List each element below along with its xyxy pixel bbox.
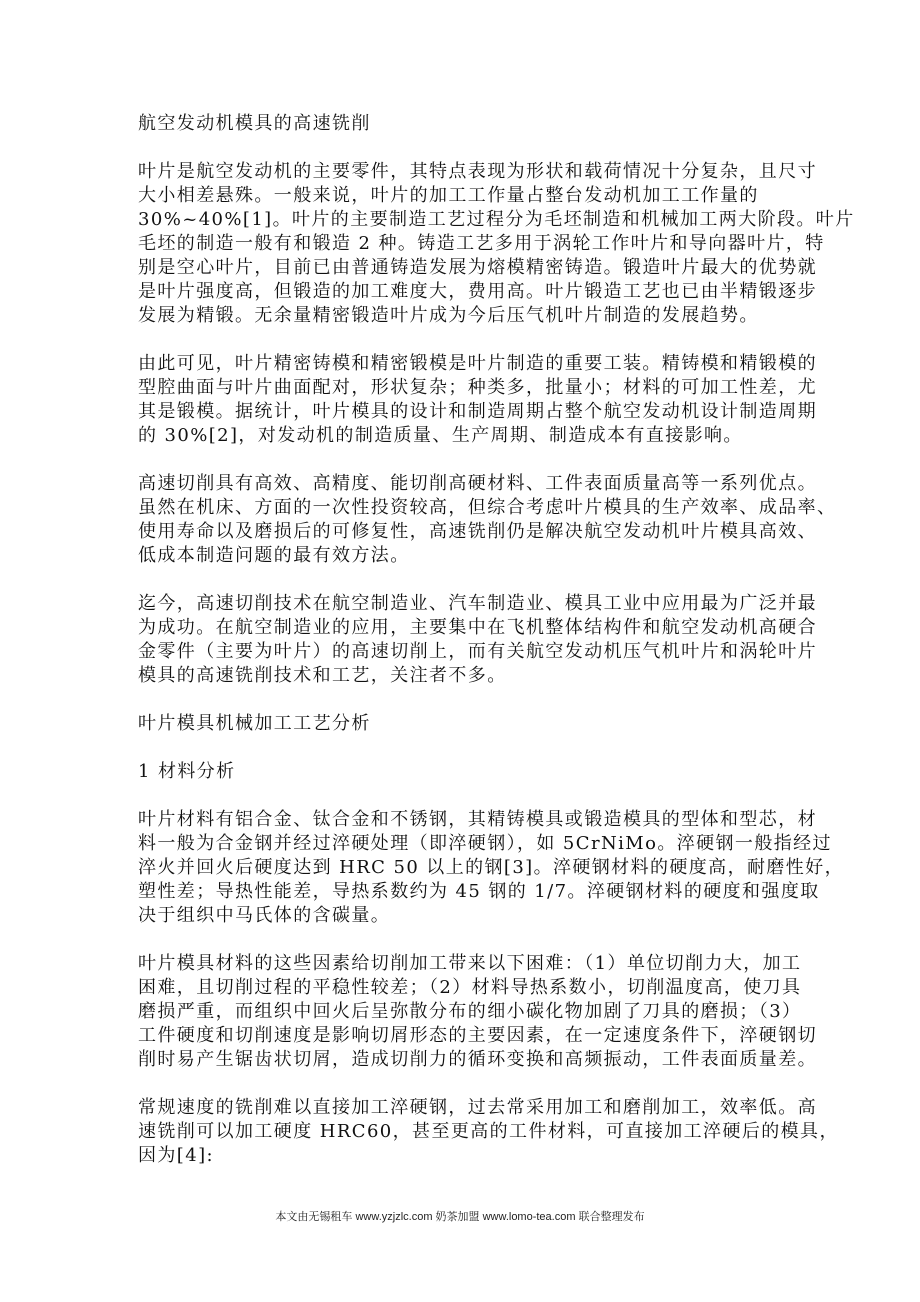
text-line: 别是空心叶片，目前已由普通铸造发展为熔模精密铸造。锻造叶片最大的优势就 xyxy=(138,257,817,278)
text-line: 困难，且切削过程的平稳性较差；（2）材料导热系数小，切削温度高，使刀具 xyxy=(138,977,802,998)
text-line: 因为[4]: xyxy=(138,1145,214,1166)
text-line: 常规速度的铣削难以直接加工淬硬钢，过去常采用加工和磨削加工，效率低。高 xyxy=(138,1097,817,1118)
text-line: 削时易产生锯齿状切屑，造成切削力的循环变换和高频振动，工件表面质量差。 xyxy=(138,1049,817,1070)
text-line: 大小相差悬殊。一般来说，叶片的加工工作量占整台发动机加工工作量的 xyxy=(138,185,759,206)
paragraph xyxy=(138,352,818,448)
text-line: 低成本制造问题的最有效方法。 xyxy=(138,545,410,566)
footer-text: 本文由无锡租车 www.yzjzlc.com 奶茶加盟 www.lomo-tea.com 联合整理发布 xyxy=(275,1211,645,1223)
paragraph xyxy=(138,472,837,568)
text-line: 30%~40%[1]。叶片的主要制造工艺过程分为毛坯制造和机械加工两大阶段。叶片 xyxy=(138,209,855,230)
paragraph xyxy=(138,592,818,688)
text-line: 其是锻模。据统计，叶片模具的设计和制造周期占整个航空发动机设计制造周期 xyxy=(138,401,817,422)
text-line: 由此可见，叶片精密铸模和精密锻模是叶片制造的重要工装。精铸模和精锻模的 xyxy=(138,353,817,374)
document-title: 航空发动机模具的高速铣削 xyxy=(138,113,371,134)
text-line: 工件硬度和切削速度是影响切屑形态的主要因素，在一定速度条件下，淬硬钢切 xyxy=(138,1025,817,1046)
text-line: 决于组织中马氏体的含碳量。 xyxy=(138,905,391,926)
text-line: 为成功。在航空制造业的应用，主要集中在飞机整体结构件和航空发动机高硬合 xyxy=(138,617,817,638)
paragraph xyxy=(138,952,818,1072)
text-line: 磨损严重，而组织中回火后呈弥散分布的细小碳化物加剧了刀具的磨损；（3） xyxy=(138,1001,802,1022)
text-line: 塑性差；导热性能差，导热系数约为 45 钢的 1/7。淬硬钢材料的硬度和强度取 xyxy=(138,881,820,902)
section-heading xyxy=(138,760,818,784)
text-line: 淬火并回火后硬度达到 HRC 50 以上的钢[3]。淬硬钢材料的硬度高，耐磨性好， xyxy=(138,857,844,878)
text-line: 叶片模具机械加工工艺分析 xyxy=(138,713,371,734)
text-line: 模具的高速铣削技术和工艺，关注者不多。 xyxy=(138,665,507,686)
text-line: 叶片模具材料的这些因素给切削加工带来以下困难：（1）单位切削力大，加工 xyxy=(138,953,802,974)
text-line: 使用寿命以及磨损后的可修复性，高速铣削仍是解决航空发动机叶片模具高效、 xyxy=(138,521,817,542)
text-line: 型腔曲面与叶片曲面配对，形状复杂；种类多，批量小；材料的可加工性差，尤 xyxy=(138,377,817,398)
text-line: 叶片材料有铝合金、钛合金和不锈钢，其精铸模具或锻造模具的型体和型芯，材 xyxy=(138,809,817,830)
text-line: 毛坯的制造一般有和锻造 2 种。铸造工艺多用于涡轮工作叶片和导向器叶片，特 xyxy=(138,233,825,254)
paragraph xyxy=(138,160,855,328)
text-line: 高速切削具有高效、高精度、能切削高硬材料、工件表面质量高等一系列优点。 xyxy=(138,473,817,494)
text-line: 叶片是航空发动机的主要零件，其特点表现为形状和载荷情况十分复杂，且尺寸 xyxy=(138,161,817,182)
text-line: 的 30%[2]，对发动机的制造质量、生产周期、制造成本有直接影响。 xyxy=(138,425,743,446)
sections xyxy=(138,160,855,1168)
section-heading xyxy=(138,712,818,736)
paragraph xyxy=(138,1096,839,1168)
text-line: 虽然在机床、方面的一次性投资较高，但综合考虑叶片模具的生产效率、成品率、 xyxy=(138,497,837,518)
document-body xyxy=(138,112,855,1192)
text-line: 料一般为合金钢并经过淬硬处理（即淬硬钢），如 5CrNiMo。淬硬钢一般指经过 xyxy=(138,833,832,854)
text-line: 1 材料分析 xyxy=(138,761,236,782)
text-line: 速铣削可以加工硬度 HRC60，甚至更高的工件材料，可直接加工淬硬后的模具， xyxy=(138,1121,839,1142)
text-line: 发展为精锻。无余量精密锻造叶片成为今后压气机叶片制造的发展趋势。 xyxy=(138,305,759,326)
text-line: 是叶片强度高，但锻造的加工难度大，费用高。叶片锻造工艺也已由半精锻逐步 xyxy=(138,281,817,302)
text-line: 迄今，高速切削技术在航空制造业、汽车制造业、模具工业中应用最为广泛并最 xyxy=(138,593,817,614)
paragraph xyxy=(138,808,844,928)
text-line: 金零件（主要为叶片）的高速切削上，而有关航空发动机压气机叶片和涡轮叶片 xyxy=(138,641,817,662)
